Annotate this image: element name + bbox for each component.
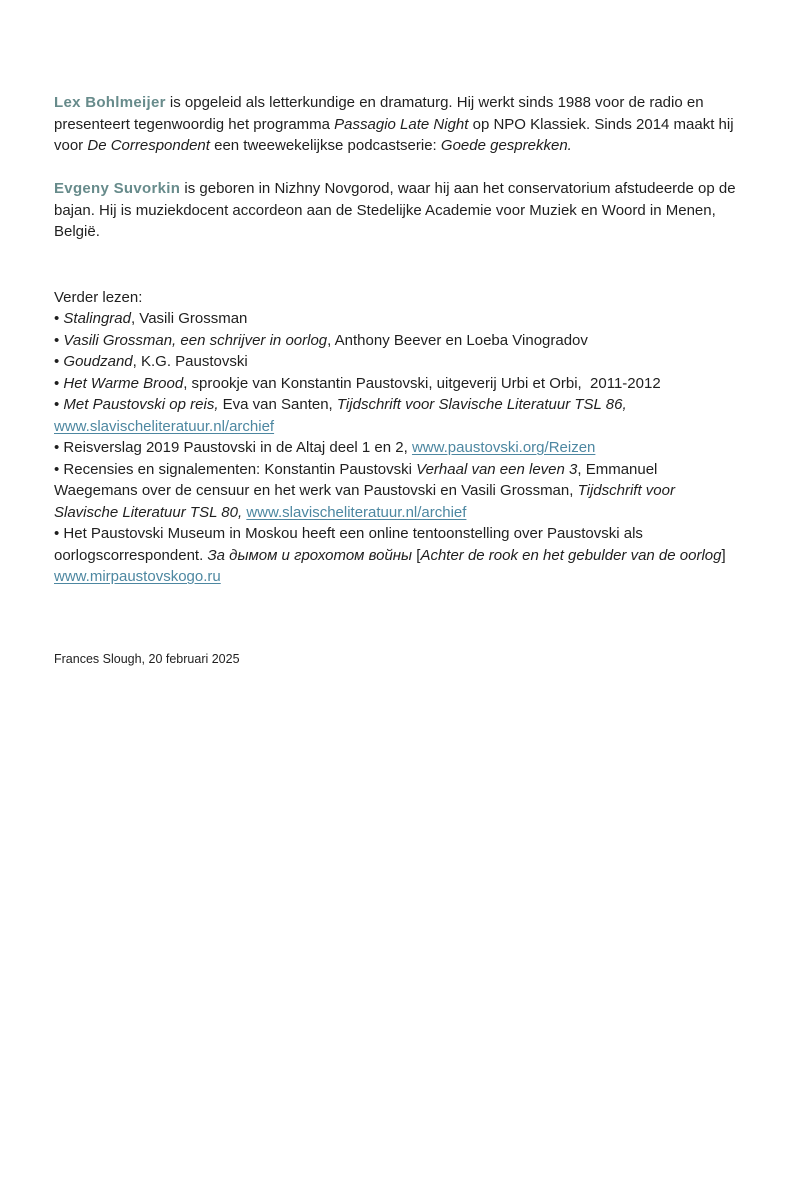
- document-page: [54, 92, 740, 668]
- text-segment: • Reisverslag 2019 Paustovski in de Altaj deel 1 en 2,: [54, 439, 412, 456]
- text-segment: , Emmanuel Waegemans over de censuur en het werk van Paustovski en Vasili Grossman,: [54, 460, 662, 499]
- text-segment: Goudzand: [63, 353, 133, 370]
- text-segment: • Recensies en signalementen: Konstantin Paustovski: [54, 460, 417, 478]
- further-reading-heading: Verder lezen:: [54, 288, 143, 306]
- reading-list-item: [54, 330, 736, 352]
- person-name: Evgeny Suvorkin: [54, 180, 181, 197]
- text-segment: •: [54, 374, 64, 392]
- text-segment: Goede gesprekken.: [440, 137, 572, 154]
- text-segment: Verhaal van een leven 3: [416, 460, 578, 478]
- text-segment: Passagio Late Night: [334, 115, 469, 133]
- reading-list-item: [54, 459, 736, 524]
- text-segment: Eva van Santen,: [218, 396, 337, 413]
- hyperlink[interactable]: www.slavischeliteratuur.nl/archief: [246, 503, 467, 521]
- person-name: Lex Bohlmeijer: [54, 94, 166, 111]
- text-segment: is geboren in Nizhny Novgorod, waar hij aan het conservatorium afstudeerde op de bajan. Hij is muziekdocent accordeon aan de Stedelijke Academie voor Muziek en Woord in Menen, België.: [54, 180, 740, 240]
- text-segment: , sprookje van Konstantin Paustovski, uitgeverij Urbi et Orbi, 2011-2012: [183, 374, 661, 392]
- reading-list-item: [54, 523, 736, 588]
- text-segment: Met Paustovski op reis,: [63, 396, 219, 413]
- reading-list-item: [54, 373, 736, 395]
- bio-paragraph-evgeny-suvorkin: [54, 178, 740, 243]
- text-segment: , Vasili Grossman: [130, 310, 248, 327]
- text-segment: •: [54, 396, 64, 413]
- text-segment: op NPO Klassiek. Sinds 2014 maakt hij voor: [54, 115, 738, 154]
- text-segment: Vasili Grossman, een schrijver in oorlog: [63, 331, 328, 349]
- text-segment: [: [412, 546, 421, 564]
- further-reading-list: [54, 308, 736, 588]
- hyperlink[interactable]: www.paustovski.org/Reizen: [411, 439, 596, 456]
- text-segment: •: [54, 310, 64, 327]
- text-segment: Stalingrad: [63, 310, 131, 327]
- hyperlink[interactable]: www.mirpaustovskogo.ru: [54, 568, 221, 585]
- text-segment: , K.G. Paustovski: [132, 353, 248, 370]
- text-segment: [627, 396, 631, 413]
- text-segment: een tweewekelijkse podcastserie:: [209, 137, 441, 154]
- text-segment: , Anthony Beever en Loeba Vinogradov: [327, 331, 588, 349]
- reading-list-item: [54, 308, 736, 330]
- text-segment: За дымом и грохотом войны: [207, 546, 413, 564]
- reading-list-item: [54, 394, 736, 437]
- text-segment: • Het Paustovski Museum in Moskou heeft een online tentoonstelling over Paustovski als oorlogscorrespondent.: [54, 525, 648, 564]
- reading-list-item: [54, 351, 736, 373]
- hyperlink[interactable]: www.slavischeliteratuur.nl/archief: [54, 417, 275, 435]
- text-segment: is opgeleid als letterkundige en dramaturg. Hij werkt sinds 1988 voor de radio en presenteert tegenwoordig het programma: [54, 94, 708, 133]
- text-segment: Tijdschrift voor Slavische Literatuur TSL 80,: [54, 482, 680, 521]
- text-segment: •: [54, 331, 64, 349]
- author-date-line: Frances Slough, 20 februari 2025: [54, 651, 240, 666]
- text-segment: De Correspondent: [87, 137, 210, 154]
- text-segment: •: [54, 353, 64, 370]
- text-segment: Achter de rook en het gebulder van de oorlog: [420, 546, 722, 564]
- bio-paragraph-lex-bohlmeijer: [54, 92, 736, 157]
- text-segment: ]: [721, 546, 730, 564]
- reading-list-item: [54, 437, 736, 459]
- text-segment: Tijdschrift voor Slavische Literatuur TSL 86,: [336, 396, 627, 413]
- text-segment: Het Warme Brood: [63, 374, 184, 392]
